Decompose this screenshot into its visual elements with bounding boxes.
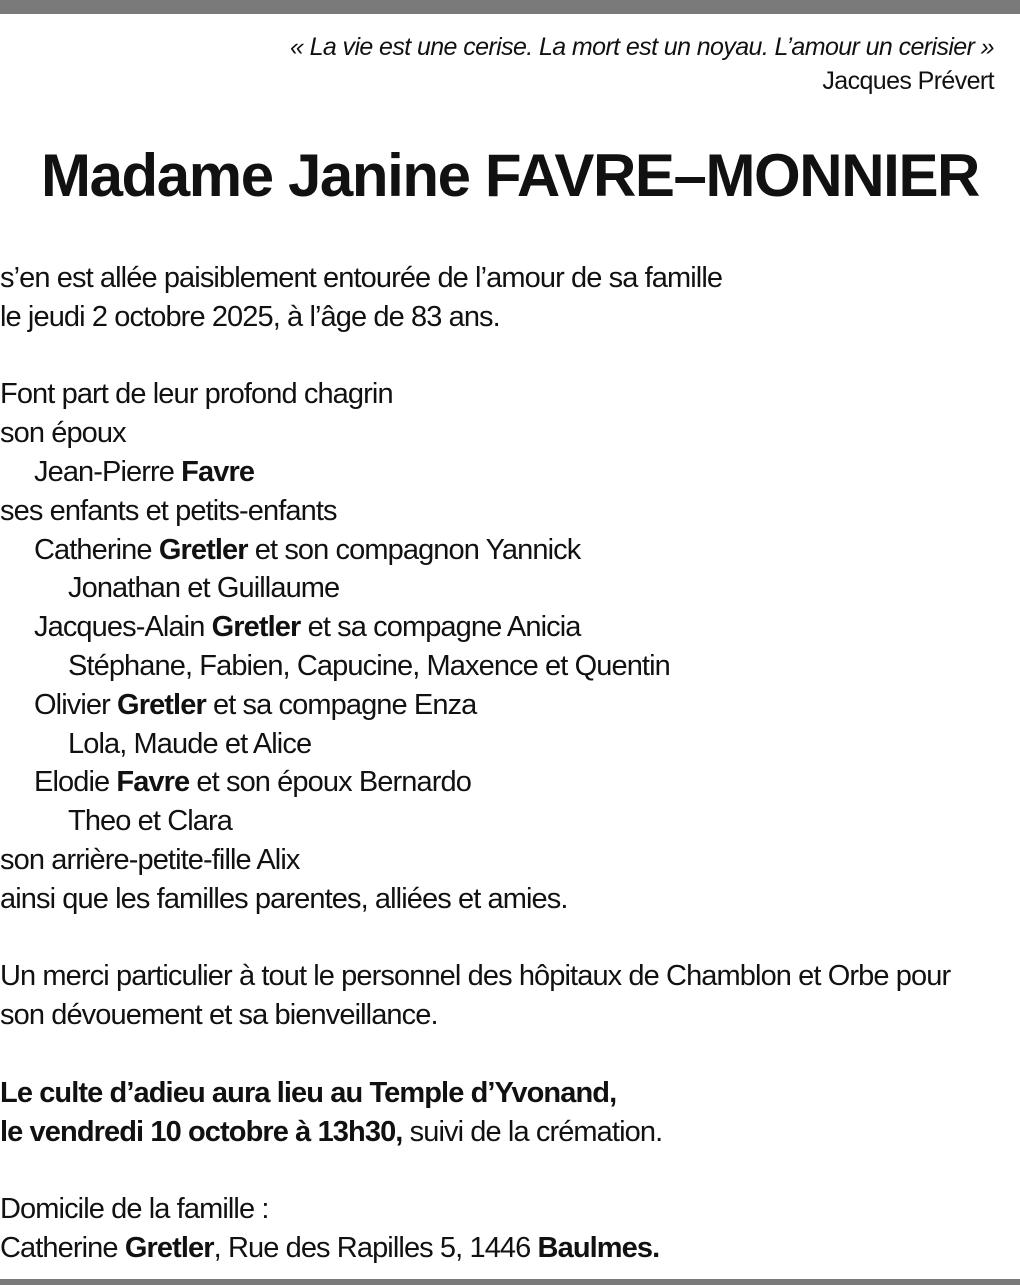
child-entry bbox=[0, 686, 1020, 725]
obituary-body bbox=[0, 259, 1020, 1268]
child-partner: et son compagnon Yannick bbox=[247, 533, 581, 566]
thanks-line-1: Un merci particulier à tout le personnel des hôpitaux de Chamblon et Orbe pour bbox=[0, 960, 951, 993]
thanks-line-2: son dévouement et sa bienveillance. bbox=[0, 999, 438, 1032]
spacer bbox=[0, 1035, 1020, 1074]
child-partner: et sa compagne Enza bbox=[205, 688, 477, 721]
child-last-name: Gretler bbox=[158, 533, 248, 566]
epigraph-quote: « La vie est une cerise. La mort est un noyau. L’amour un cerisier » bbox=[289, 33, 994, 61]
spouse-last-name: Favre bbox=[181, 455, 255, 488]
child-entry bbox=[0, 763, 1020, 802]
ceremony-line-2 bbox=[0, 1113, 1020, 1152]
child-entry bbox=[0, 608, 1020, 647]
epigraph bbox=[290, 30, 994, 98]
grandchildren-entry: Stéphane, Fabien, Capucine, Maxence et Quentin bbox=[68, 649, 670, 682]
family-intro: Font part de leur profond chagrin bbox=[0, 378, 393, 411]
bottom-divider bbox=[0, 1279, 1020, 1285]
deceased-name-title: Madame Janine FAVRE–MONNIER bbox=[41, 142, 979, 209]
spacer bbox=[0, 1151, 1020, 1190]
domicile-street: , Rue des Rapilles 5, 1446 bbox=[213, 1231, 538, 1264]
top-divider bbox=[0, 0, 1020, 14]
child-last-name: Favre bbox=[116, 766, 190, 799]
spouse-label: son époux bbox=[0, 417, 126, 450]
domicile-last-name: Gretler bbox=[124, 1231, 214, 1264]
grandchildren-entry: Jonathan et Guillaume bbox=[68, 572, 340, 605]
domicile-label: Domicile de la famille : bbox=[0, 1193, 269, 1226]
child-first-name: Olivier bbox=[34, 688, 118, 721]
child-first-name: Jacques-Alain bbox=[34, 611, 212, 644]
extended-family-line: ainsi que les familles parentes, alliées et amies. bbox=[0, 882, 568, 915]
spouse-name bbox=[0, 453, 1020, 492]
child-partner: et son époux Bernardo bbox=[189, 766, 471, 799]
ceremony-line-1: Le culte d’adieu aura lieu au Temple d’Yvonand, bbox=[0, 1076, 617, 1109]
child-first-name: Catherine bbox=[34, 533, 159, 566]
spacer bbox=[0, 919, 1020, 958]
spacer bbox=[0, 337, 1020, 376]
grandchildren-entry: Theo et Clara bbox=[68, 805, 232, 838]
child-partner: et sa compagne Anicia bbox=[300, 611, 581, 644]
children-label: ses enfants et petits-enfants bbox=[0, 494, 337, 527]
spouse-first-name: Jean-Pierre bbox=[34, 455, 182, 488]
child-last-name: Gretler bbox=[117, 688, 206, 721]
domicile-address bbox=[0, 1229, 1020, 1268]
domicile-first-name: Catherine bbox=[0, 1231, 125, 1264]
ceremony-date: le vendredi 10 octobre à 13h30, bbox=[0, 1115, 403, 1148]
child-first-name: Elodie bbox=[34, 766, 117, 799]
grandchildren-entry: Lola, Maude et Alice bbox=[68, 727, 312, 760]
announcement-line-1: s’en est allée paisiblement entourée de l’amour de sa famille bbox=[0, 262, 723, 294]
child-last-name: Gretler bbox=[211, 611, 301, 644]
ceremony-note: suivi de la crémation. bbox=[402, 1115, 663, 1148]
child-entry bbox=[0, 531, 1020, 570]
great-grandchild-line: son arrière-petite-fille Alix bbox=[0, 843, 300, 876]
announcement-line-2: le jeudi 2 octobre 2025, à l’âge de 83 ans. bbox=[0, 300, 500, 333]
domicile-city: Baulmes. bbox=[537, 1231, 660, 1264]
epigraph-author: Jacques Prévert bbox=[822, 67, 994, 95]
